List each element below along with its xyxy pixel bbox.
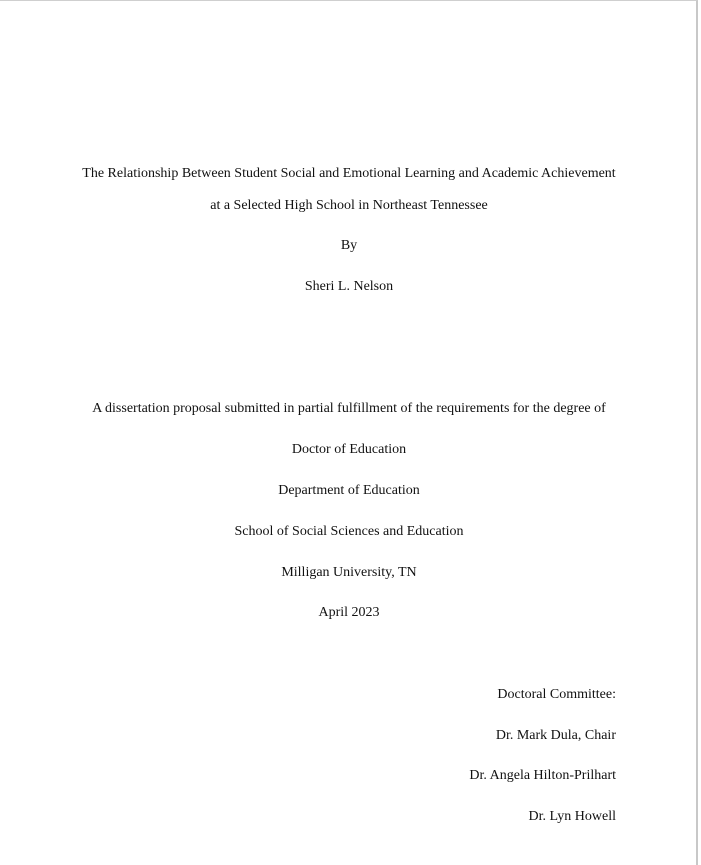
by-label: By <box>340 238 358 253</box>
committee-heading: Doctoral Committee: <box>497 687 616 702</box>
committee-member: Dr. Angela Hilton-Prilhart <box>469 768 616 783</box>
committee-member: Dr. Lyn Howell <box>528 809 616 824</box>
title-line-2: at a Selected High School in Northeast Tennessee <box>210 198 488 213</box>
department-name: Department of Education <box>278 483 420 498</box>
submission-date: April 2023 <box>318 605 380 620</box>
author-name: Sheri L. Nelson <box>304 279 394 294</box>
committee-member-chair: Dr. Mark Dula, Chair <box>495 728 616 743</box>
submission-statement: A dissertation proposal submitted in partial fulfillment of the requirements for the degree of <box>92 401 606 416</box>
title-line-1: The Relationship Between Student Social and Emotional Learning and Academic Achievement <box>82 166 616 181</box>
degree-name: Doctor of Education <box>291 442 407 457</box>
university-name: Milligan University, TN <box>281 565 417 580</box>
school-name: School of Social Sciences and Education <box>234 524 464 539</box>
